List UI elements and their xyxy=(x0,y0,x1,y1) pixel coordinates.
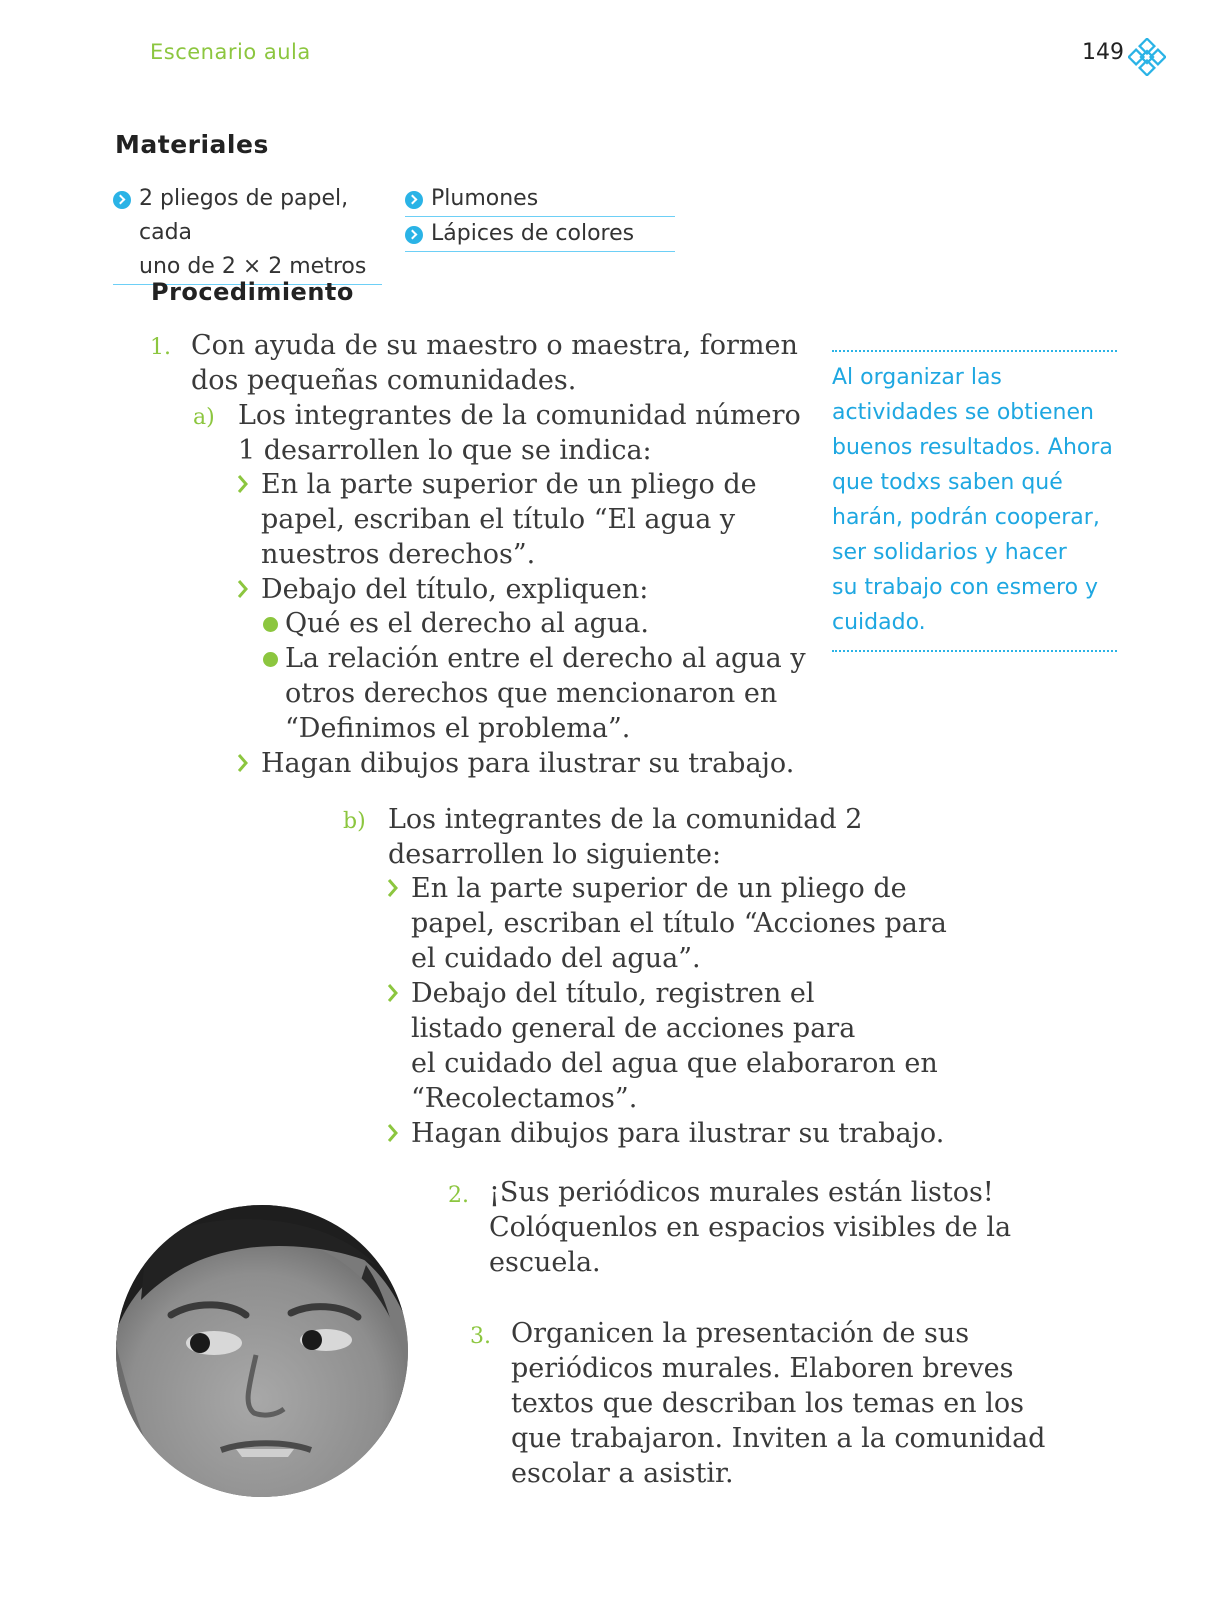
text-line: otros derechos que mencionaron en xyxy=(285,678,778,709)
materials-item-label: Plumones xyxy=(431,186,539,211)
text-line: actividades se obtienen xyxy=(832,400,1094,425)
bullet-text: Hagan dibujos para ilustrar su trabajo. xyxy=(411,1118,945,1149)
bullet-text xyxy=(411,976,938,1116)
text-line: el cuidado del agua”. xyxy=(411,943,701,974)
bullet-text: Hagan dibujos para ilustrar su trabajo. xyxy=(261,748,795,779)
text-line: nuestros derechos”. xyxy=(261,539,536,570)
text-line: el cuidado del agua que elaboraron en xyxy=(411,1048,938,1079)
step-3-text xyxy=(511,1316,1045,1491)
text-line: desarrollen lo siguiente: xyxy=(388,839,722,870)
green-dot-icon xyxy=(263,617,278,632)
materials-item xyxy=(405,182,675,217)
text-line: que todxs saben qué xyxy=(832,470,1063,495)
circle-arrow-icon xyxy=(405,191,423,209)
substep-a-text xyxy=(238,398,801,468)
step-number: 1. xyxy=(150,335,171,360)
substep-b-text xyxy=(388,802,862,872)
bullet-text xyxy=(411,871,947,976)
step-2-text xyxy=(489,1175,1011,1280)
materials-item-line: uno de 2 × 2 metros xyxy=(139,254,367,279)
text-line: listado general de acciones para xyxy=(411,1013,856,1044)
text-line: escolar a asistir. xyxy=(511,1458,734,1489)
materials-item xyxy=(405,217,675,252)
circle-arrow-icon xyxy=(113,191,131,209)
text-line: textos que describan los temas en los xyxy=(511,1388,1024,1419)
text-line: papel, escriban el título “El agua y xyxy=(261,504,736,535)
text-line: Al organizar las xyxy=(832,365,1002,390)
text-line: Colóquenlos en espacios visibles de la xyxy=(489,1212,1012,1243)
chevron-right-icon xyxy=(238,475,248,493)
substep-letter: b) xyxy=(343,809,366,834)
step-number: 2. xyxy=(448,1183,469,1208)
green-dot-icon xyxy=(263,652,278,667)
procedure-heading: Procedimiento xyxy=(151,278,354,306)
text-line: Organicen la presentación de sus xyxy=(511,1318,970,1349)
text-line: cuidado. xyxy=(832,610,926,635)
text-line: que trabajaron. Inviten a la comunidad xyxy=(511,1423,1046,1454)
materials-item xyxy=(113,182,382,285)
text-line: Los integrantes de la comunidad número xyxy=(238,400,801,431)
text-line: su trabajo con esmero y xyxy=(832,575,1099,600)
sidebar-note xyxy=(832,350,1117,652)
materials-column-2 xyxy=(405,182,675,252)
materials-heading: Materiales xyxy=(115,130,269,159)
text-line: 1 desarrollen lo que se indica: xyxy=(238,435,652,466)
snowflake-logo-icon xyxy=(1128,38,1166,76)
text-line: La relación entre el derecho al agua y xyxy=(285,643,806,674)
bullet-text xyxy=(261,467,757,572)
chevron-right-icon xyxy=(388,879,398,897)
chevron-right-icon xyxy=(238,754,248,772)
text-line: harán, podrán cooperar, xyxy=(832,505,1100,530)
text-line: dos pequeñas comunidades. xyxy=(191,365,577,396)
text-line: “Recolectamos”. xyxy=(411,1083,638,1114)
materials-item-label: Lápices de colores xyxy=(431,221,635,246)
circle-arrow-icon xyxy=(405,226,423,244)
text-line: papel, escriban el título “Acciones para xyxy=(411,908,947,939)
chevron-right-icon xyxy=(388,1124,398,1142)
chevron-right-icon xyxy=(388,984,398,1002)
text-line: En la parte superior de un pliego de xyxy=(411,873,907,904)
text-line: Con ayuda de su maestro o maestra, formen xyxy=(191,330,798,361)
text-line: buenos resultados. Ahora xyxy=(832,435,1113,460)
sub-bullet-text: Qué es el derecho al agua. xyxy=(285,608,649,639)
child-portrait-photo xyxy=(116,1205,408,1497)
text-line: Debajo del título, registren el xyxy=(411,978,815,1009)
portrait-illustration xyxy=(116,1205,408,1497)
text-line: ¡Sus periódicos murales están listos! xyxy=(489,1177,994,1208)
sub-bullet-text xyxy=(285,641,806,746)
step-number: 3. xyxy=(470,1324,491,1349)
step-1-text xyxy=(191,328,798,398)
text-line: escuela. xyxy=(489,1247,601,1278)
materials-column-1 xyxy=(113,182,382,285)
text-line: ser solidarios y hacer xyxy=(832,540,1067,565)
text-line: “Definimos el problema”. xyxy=(285,713,631,744)
bullet-text: Debajo del título, expliquen: xyxy=(261,574,649,605)
materials-item-line: 2 pliegos de papel, cada xyxy=(139,186,349,245)
substep-letter: a) xyxy=(193,405,215,430)
chevron-right-icon xyxy=(238,580,248,598)
sidebar-note-text xyxy=(832,360,1117,640)
text-line: periódicos murales. Elaboren breves xyxy=(511,1353,1014,1384)
text-line: En la parte superior de un pliego de xyxy=(261,469,757,500)
page-number: 149 xyxy=(1082,40,1124,65)
section-title: Escenario aula xyxy=(150,40,311,64)
text-line: Los integrantes de la comunidad 2 xyxy=(388,804,863,835)
